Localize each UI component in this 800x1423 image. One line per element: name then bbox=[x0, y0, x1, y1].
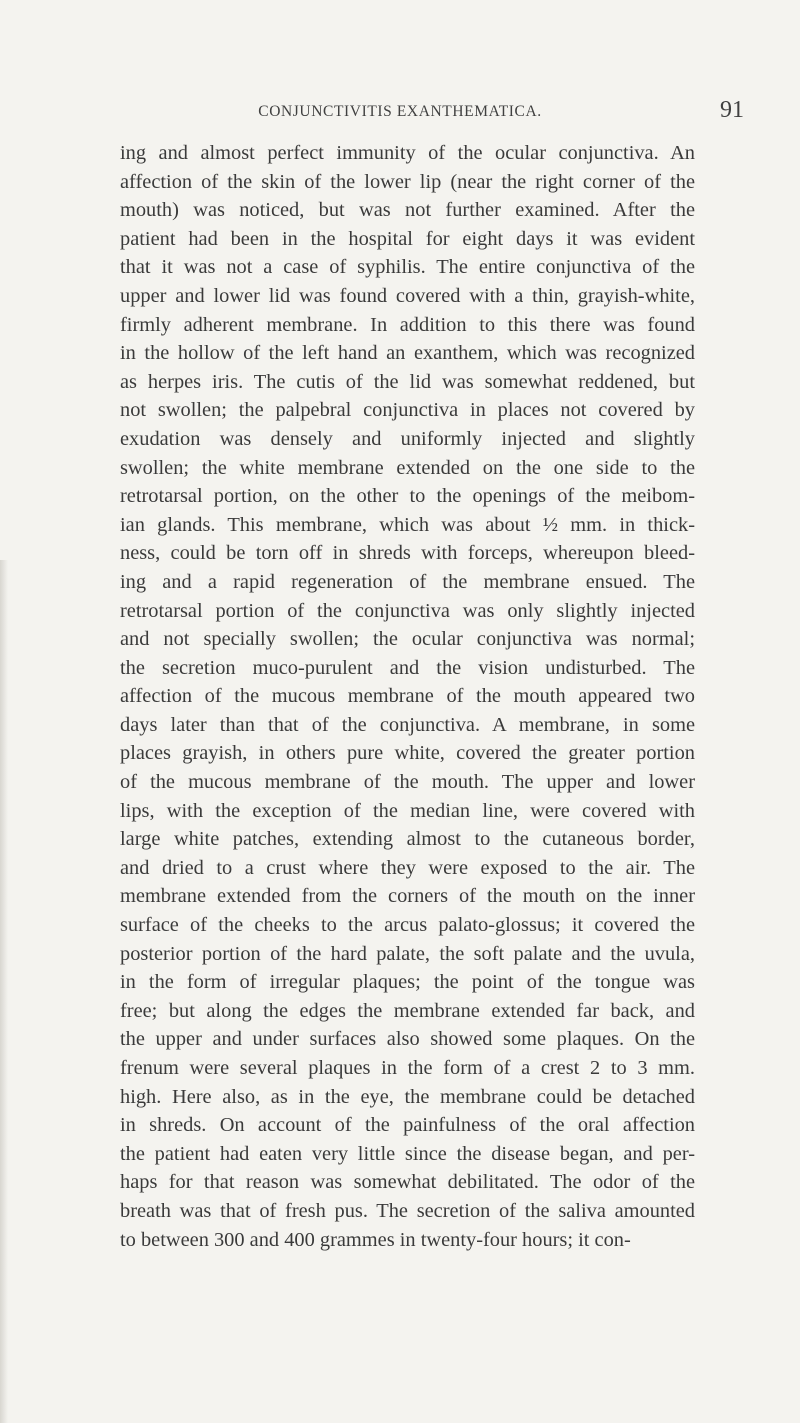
text-line: affection of the mucous membrane of the mouth appeared two bbox=[120, 685, 695, 708]
text-line: the secretion muco-purulent and the vision undisturbed. The bbox=[120, 656, 695, 679]
text-line: surface of the cheeks to the arcus palato-glossus; it covered the bbox=[120, 914, 695, 937]
text-line: mouth) was noticed, but was not further examined. After the bbox=[120, 199, 695, 222]
text-line: in the hollow of the left hand an exanthem, which was recognized bbox=[120, 342, 695, 365]
text-line: of the mucous membrane of the mouth. The upper and lower bbox=[120, 771, 695, 794]
text-line: free; but along the edges the membrane extended far back, and bbox=[120, 999, 695, 1022]
text-line: places grayish, in others pure white, covered the greater portion bbox=[120, 742, 695, 765]
text-line: membrane extended from the corners of the mouth on the inner bbox=[120, 885, 695, 908]
text-line: firmly adherent membrane. In addition to this there was found bbox=[120, 313, 695, 336]
text-line: exudation was densely and uniformly injected and slightly bbox=[120, 427, 695, 450]
text-line: frenum were several plaques in the form of a crest 2 to 3 mm. bbox=[120, 1057, 695, 1079]
text-line: haps for that reason was somewhat debilitated. The odor of the bbox=[120, 1171, 695, 1194]
text-line: large white patches, extending almost to the cutaneous border, bbox=[120, 828, 695, 851]
text-line: posterior portion of the hard palate, the soft palate and the uvula, bbox=[120, 942, 695, 965]
text-line: ing and almost perfect immunity of the ocular conjunctiva. An bbox=[120, 142, 695, 164]
body-paragraph bbox=[120, 139, 695, 1254]
text-line: the patient had eaten very little since the disease began, and per- bbox=[120, 1142, 695, 1165]
text-line: swollen; the white membrane extended on the one side to the bbox=[120, 456, 695, 479]
text-line: lips, with the exception of the median line, were covered with bbox=[120, 799, 695, 822]
text-line: in the form of irregular plaques; the point of the tongue was bbox=[120, 971, 695, 994]
page-gutter-shadow bbox=[0, 560, 8, 1423]
text-line: not swollen; the palpebral conjunctiva in places not covered by bbox=[120, 399, 695, 422]
text-line: retrotarsal portion, on the other to the openings of the meibom- bbox=[120, 485, 695, 508]
text-line: in shreds. On account of the painfulness of the oral affection bbox=[120, 1114, 695, 1137]
text-line: that it was not a case of syphilis. The entire conjunctiva of the bbox=[120, 256, 695, 279]
text-line: and not specially swollen; the ocular conjunctiva was normal; bbox=[120, 628, 695, 651]
text-line: breath was that of fresh pus. The secretion of the saliva amounted bbox=[120, 1199, 695, 1222]
text-line: ian glands. This membrane, which was about ½ mm. in thick- bbox=[120, 513, 695, 536]
text-line: ness, could be torn off in shreds with forceps, whereupon bleed- bbox=[120, 542, 695, 565]
text-line: to between 300 and 400 grammes in twenty-four hours; it con- bbox=[120, 1228, 631, 1251]
text-line: the upper and under surfaces also showed some plaques. On the bbox=[120, 1028, 695, 1051]
running-head: CONJUNCTIVITIS EXANTHEMATICA. bbox=[258, 103, 542, 120]
text-line: high. Here also, as in the eye, the membrane could be detached bbox=[120, 1085, 695, 1108]
page-number: 91 bbox=[720, 97, 744, 123]
text-line: patient had been in the hospital for eight days it was evident bbox=[120, 227, 695, 250]
text-line: upper and lower lid was found covered with a thin, grayish-white, bbox=[120, 284, 695, 307]
text-line: days later than that of the conjunctiva. A membrane, in some bbox=[120, 713, 695, 736]
text-line: ing and a rapid regeneration of the membrane ensued. The bbox=[120, 570, 695, 593]
text-line: and dried to a crust where they were exposed to the air. The bbox=[120, 856, 695, 879]
text-line: affection of the skin of the lower lip (near the right corner of the bbox=[120, 170, 695, 193]
text-line: retrotarsal portion of the conjunctiva was only slightly injected bbox=[120, 599, 695, 622]
text-line: as herpes iris. The cutis of the lid was somewhat reddened, but bbox=[120, 370, 695, 393]
